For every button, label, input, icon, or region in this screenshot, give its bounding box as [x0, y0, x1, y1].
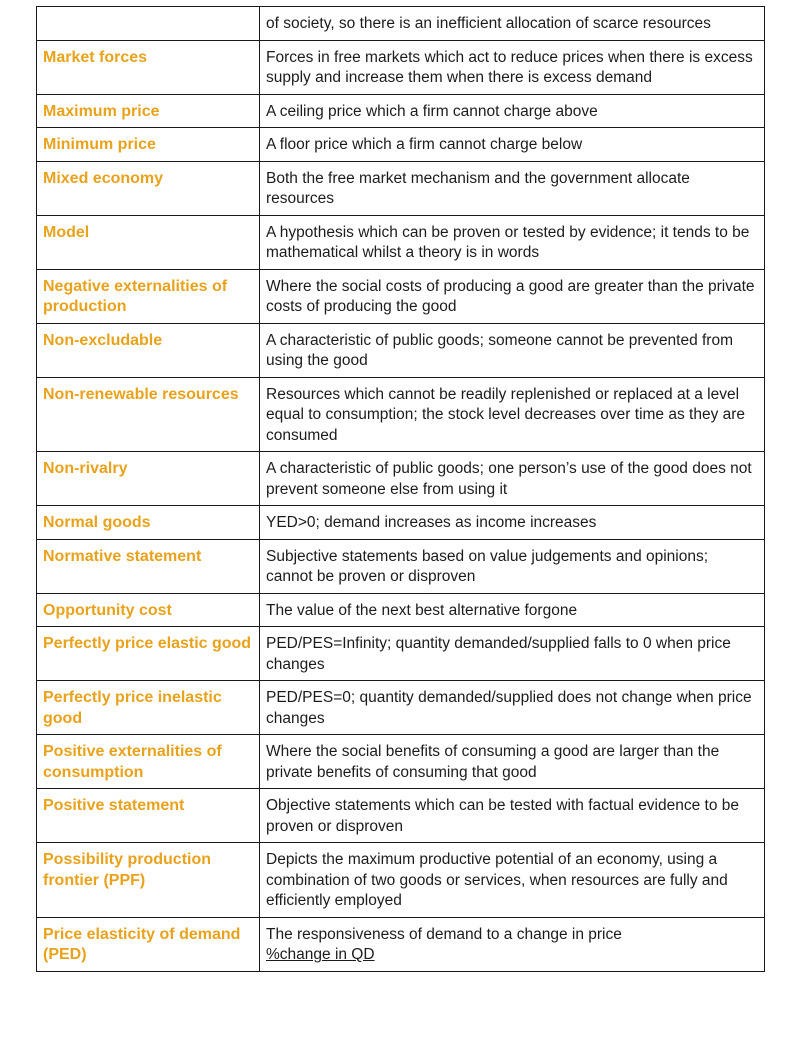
table-row [37, 735, 765, 789]
term-cell: Minimum price [37, 128, 260, 162]
definition-cell: Both the free market mechanism and the government allocate resources [260, 161, 765, 215]
formula-numerator: %change in QD [266, 946, 375, 963]
table-row [37, 94, 765, 128]
table-row [37, 215, 765, 269]
definition-cell: Subjective statements based on value judgements and opinions; cannot be proven or disproven [260, 539, 765, 593]
table-row [37, 843, 765, 918]
table-row [37, 452, 765, 506]
definition-cell: A characteristic of public goods; one person’s use of the good does not prevent someone else from using it [260, 452, 765, 506]
term-cell: Perfectly price inelastic good [37, 681, 260, 735]
definition-cell: A characteristic of public goods; someone cannot be prevented from using the good [260, 323, 765, 377]
table-row [37, 323, 765, 377]
definition-cell: Depicts the maximum productive potential of an economy, using a combination of two goods or services, when resources are fully and efficiently employed [260, 843, 765, 918]
glossary-table [36, 6, 765, 972]
definition-cell [260, 917, 765, 971]
definition-cell: PED/PES=Infinity; quantity demanded/supplied falls to 0 when price changes [260, 627, 765, 681]
definition-cell: The value of the next best alternative forgone [260, 593, 765, 627]
definition-cell: Forces in free markets which act to reduce prices when there is excess supply and increase them when there is excess demand [260, 40, 765, 94]
term-cell: Normative statement [37, 539, 260, 593]
definition-cell: PED/PES=0; quantity demanded/supplied does not change when price changes [260, 681, 765, 735]
table-row [37, 377, 765, 452]
definition-cell: A floor price which a firm cannot charge below [260, 128, 765, 162]
term-cell [37, 7, 260, 41]
term-cell: Normal goods [37, 506, 260, 540]
term-cell: Market forces [37, 40, 260, 94]
term-cell: Negative externalities of production [37, 269, 260, 323]
table-row [37, 40, 765, 94]
term-cell: Perfectly price elastic good [37, 627, 260, 681]
definition-cell: YED>0; demand increases as income increases [260, 506, 765, 540]
definition-cell: A ceiling price which a firm cannot charge above [260, 94, 765, 128]
table-row [37, 506, 765, 540]
term-cell: Model [37, 215, 260, 269]
definition-text: The responsiveness of demand to a change in price [266, 925, 622, 943]
term-cell: Positive statement [37, 789, 260, 843]
table-row [37, 681, 765, 735]
term-cell: Positive externalities of consumption [37, 735, 260, 789]
table-row [37, 789, 765, 843]
table-row [37, 627, 765, 681]
table-row [37, 269, 765, 323]
term-cell: Non-renewable resources [37, 377, 260, 452]
definition-cell: Resources which cannot be readily replenished or replaced at a level equal to consumption; the stock level decreases over time as they are consumed [260, 377, 765, 452]
definition-cell: Where the social costs of producing a good are greater than the private costs of producing the good [260, 269, 765, 323]
term-cell: Non-excludable [37, 323, 260, 377]
term-cell: Mixed economy [37, 161, 260, 215]
term-cell: Opportunity cost [37, 593, 260, 627]
table-row [37, 539, 765, 593]
table-row [37, 917, 765, 971]
term-cell: Non-rivalry [37, 452, 260, 506]
definition-cell: of society, so there is an inefficient allocation of scarce resources [260, 7, 765, 41]
table-row [37, 593, 765, 627]
definition-cell: Objective statements which can be tested with factual evidence to be proven or disproven [260, 789, 765, 843]
term-cell: Maximum price [37, 94, 260, 128]
definition-cell: A hypothesis which can be proven or tested by evidence; it tends to be mathematical whilst a theory is in words [260, 215, 765, 269]
table-row [37, 128, 765, 162]
term-cell: Possibility production frontier (PPF) [37, 843, 260, 918]
table-row [37, 161, 765, 215]
term-cell: Price elasticity of demand (PED) [37, 917, 260, 971]
table-row [37, 7, 765, 41]
definition-cell: Where the social benefits of consuming a good are larger than the private benefits of consuming that good [260, 735, 765, 789]
